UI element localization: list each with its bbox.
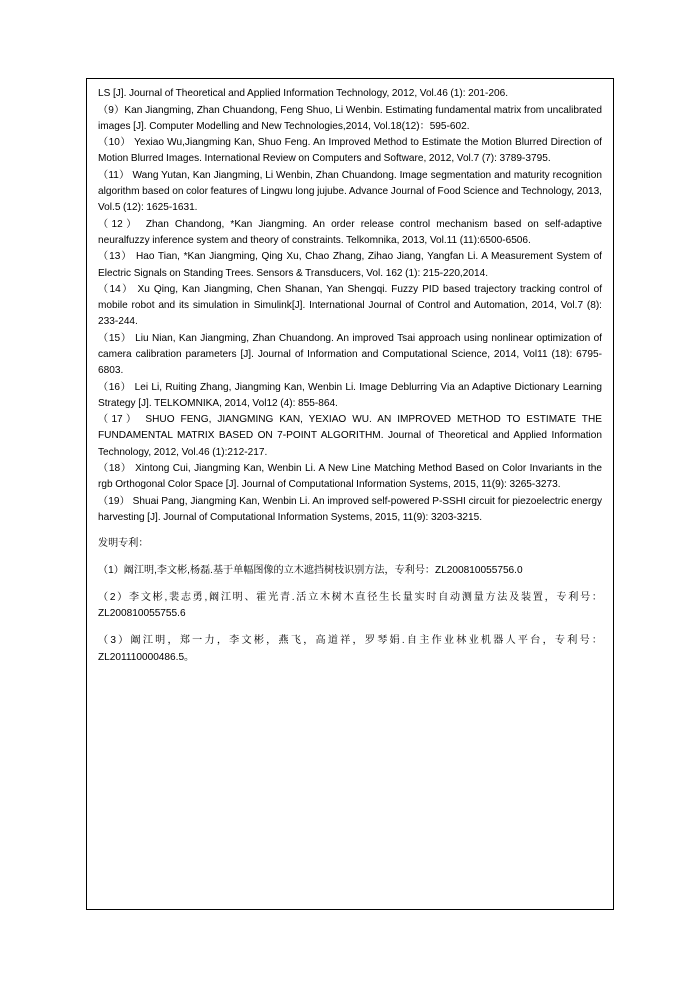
patent-item: （1）阚江明,李文彬,杨磊.基于单幅图像的立木遮挡树枝识别方法，专利号：ZL200810055756.0 [98,565,523,577]
document-frame [86,78,614,910]
reference-item: （13） Hao Tian, *Kan Jiangming, Qing Xu, Chao Zhang, Zihao Jiang, Yangfan Li. A Measurement System of Electric Signals on Standing Trees. Sensors & Transducers, Vol. 162 (1): 215-220,2014. [98,251,602,279]
reference-item: （10） Yexiao Wu,Jiangming Kan, Shuo Feng. An Improved Method to Estimate the Motion Blurred Direction of Motion Blurred Images. International Review on Computers and Software, 2012, Vol.7 (7): 3789-3795. [98,137,602,165]
document-content [87,79,613,666]
patents-heading: 发明专利： [98,538,149,550]
reference-item: （18） Xintong Cui, Jiangming Kan, Wenbin Li. A New Line Matching Method Based on Color Invariants in the rgb Orthogonal Color Space [J]. Journal of Computational Information Systems, 2015, 11(9): 3265-3273. [98,463,602,491]
patents-section [98,536,602,666]
reference-item: （12） Zhan Chandong, *Kan Jiangming. An order release control mechanism based on self-adaptive neuralfuzzy inference system and theory of constraints. Telkomnika, 2013, Vol.11 (11):6500-6506. [98,218,602,246]
patent-item: （3）阚江明，郑一力，李文彬，燕飞，高道祥，罗琴娟.自主作业林业机器人平台，专利号：ZL201110000486.5。 [98,635,602,663]
reference-item: （15） Liu Nian, Kan Jiangming, Zhan Chuandong. An improved Tsai approach using nonlinear optimization of camera calibration parameters [J]. Journal of Information and Computational Science, 2014, Vol11 (18): 6795-6803. [98,332,602,377]
reference-item: （17） SHUO FENG, JIANGMING KAN, YEXIAO WU. AN IMPROVED METHOD TO ESTIMATE THE FUNDAMENTAL MATRIX BASED ON 7-POINT ALGORITHM. Journal of Theoretical and Applied Information Technology, 2012, Vol.46 (1):212-217. [98,414,602,458]
patent-item: （2）李文彬,裴志勇,阚江明、霍光青.活立木树木直径生长量实时自动测量方法及装置，专利号：ZL200810055755.6 [98,592,602,620]
reference-item: LS [J]. Journal of Theoretical and Applied Information Technology, 2012, Vol.46 (1): 201-206. [98,88,509,99]
reference-item: （11） Wang Yutan, Kan Jiangming, Li Wenbin, Zhan Chuandong. Image segmentation and maturity recognition algorithm based on color features of Lingwu long jujube. Advance Journal of Food Science and Technology, 2013, Vol.5 (12): 1625-1631. [98,169,602,214]
reference-item: （9）Kan Jiangming, Zhan Chuandong, Feng Shuo, Li Wenbin. Estimating fundamental matrix from uncalibrated images [J]. Computer Modelling and New Technologies,2014, Vol.18(12)：595-602. [98,104,602,132]
reference-item: （14） Xu Qing, Kan Jiangming, Chen Shanan, Yan Shengqi. Fuzzy PID based trajectory tracking control of mobile robot and its simulation in Simulink[J]. International Journal of Control and Automation, 2014, Vol.7 (8): 233-244. [98,284,602,328]
reference-list [98,86,602,526]
reference-item: （19） Shuai Pang, Jiangming Kan, Wenbin Li. An improved self-powered P-SSHI circuit for piezoelectric energy harvesting [J]. Journal of Computational Information Systems, 2015, 11(9): 3203-3215. [98,495,602,523]
reference-item: （16） Lei Li, Ruiting Zhang, Jiangming Kan, Wenbin Li. Image Deblurring Via an Adaptive Dictionary Learning Strategy [J]. TELKOMNIKA, 2014, Vol12 (4): 855-864. [98,381,602,409]
